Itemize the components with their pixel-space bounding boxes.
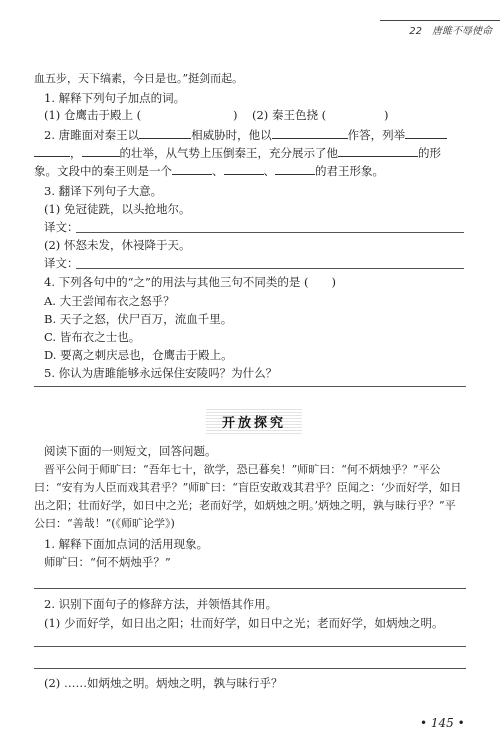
answer-line[interactable]	[34, 668, 466, 669]
section-banner	[206, 408, 302, 434]
text-line: 血五步，天下缟素，今日是也。”挺剑而起。	[34, 72, 244, 85]
exploration-q2a: (1) 少而好学，如日出之阳；壮而好学，如日中之光；老而好学，如炳烛之明。	[44, 616, 444, 630]
answer-blank[interactable]	[338, 146, 418, 157]
answer-blank[interactable]	[275, 164, 315, 175]
passage-line: 出之阳；壮而好学，如日中之光；老而好学，如炳烛之明。’炳烛之明，孰与昧行乎？”平	[34, 499, 456, 512]
option-d: D. 要离之刺庆忌也，仓鹰击于殿上。	[44, 348, 233, 362]
answer-blank[interactable]	[405, 128, 447, 139]
answer-blank[interactable]	[34, 146, 70, 157]
question-3b: (2) 怀怒未发，休祲降于天。	[44, 238, 191, 252]
answer-line[interactable]	[76, 232, 464, 233]
option-c: C. 皆布衣之士也。	[44, 330, 141, 344]
q2-part7: 的君王形象。	[315, 164, 384, 178]
q2-part4: 的壮举，从气势上压倒秦王，充分展示了他	[119, 146, 338, 160]
question-1b-close: )	[384, 108, 389, 122]
question-1a	[44, 108, 141, 122]
section-title: 开放探究	[221, 415, 286, 431]
question-3a: (1) 免冠徒跣，以头抢地尔。	[44, 202, 191, 216]
question-1b: (2) 秦王色挠 (	[252, 108, 327, 122]
answer-line[interactable]	[34, 588, 466, 589]
question-2-line1	[44, 128, 447, 142]
answer-blank[interactable]	[82, 146, 120, 157]
answer-blank[interactable]	[272, 128, 348, 139]
question-1a-close: )	[233, 108, 238, 122]
option-a: A. 大王尝闻布衣之怒乎？	[44, 294, 175, 308]
running-header	[380, 20, 500, 37]
passage-line: 曰：“安有为人臣而戏其君乎？”师旷曰：“盲臣安敢戏其君乎？臣闻之：‘少而好学，如日	[34, 481, 462, 494]
instruction: 阅读下面的一则短文，回答问题。	[44, 444, 217, 458]
question-3: 3. 翻译下列句子大意。	[44, 184, 163, 198]
option-b: B. 天子之怒，伏尸百万，流血千里。	[44, 312, 233, 326]
q2-part6: 象。文段中的秦王则是一个	[34, 164, 172, 178]
q2-part3: 作答，列举	[347, 128, 406, 142]
answer-line[interactable]	[34, 386, 466, 387]
translation-label: 译文：	[44, 220, 79, 234]
exploration-q1a: 师旷曰：“何不炳烛乎？”	[44, 555, 171, 569]
question-2-line2: ， 的壮举，从气势上压倒秦王，充分展示了他 的形	[34, 146, 441, 160]
answer-blank[interactable]	[224, 164, 264, 175]
question-4: 4. 下列各句中的“之”的用法与其他三句不同类的是 ( )	[44, 275, 337, 289]
answer-blank[interactable]	[139, 128, 191, 139]
question-5: 5. 你认为唐雎能够永远保住安陵吗？为什么？	[44, 366, 278, 380]
translation-label: 译文：	[44, 256, 79, 270]
answer-blank[interactable]	[172, 164, 212, 175]
exploration-q2b: (2) ……如炳烛之明。炳烛之明，孰与昧行乎？	[44, 676, 283, 690]
question-1a-text: (1) 仓鹰击于殿上 (	[44, 108, 142, 122]
answer-line[interactable]	[76, 268, 464, 269]
q2-part2: 相威胁时，他以	[191, 128, 272, 142]
q2-part1: 2. 唐雎面对秦王以	[44, 128, 140, 142]
chapter-title: 22 唐雎不辱使命	[409, 26, 492, 37]
q2-part5: 的形	[418, 146, 441, 160]
question-1: 1. 解释下列句子加点的词。	[44, 91, 186, 105]
question-2-line3: 象。文段中的秦王则是一个 、 、 的君王形象。	[34, 164, 384, 178]
page-number: • 145 •	[420, 716, 465, 730]
exploration-q2: 2. 识别下面句子的修辞方法，并领悟其作用。	[44, 597, 278, 611]
exploration-q1: 1. 解释下面加点词的活用现象。	[44, 537, 209, 551]
passage-line: 公曰：“善哉！”(《师旷论学》)	[34, 517, 175, 530]
answer-line[interactable]	[34, 646, 466, 647]
passage-line: 晋平公问于师旷曰：“吾年七十，欲学，恐已暮矣！”师旷曰：“何不炳烛乎？”平公	[44, 463, 441, 476]
